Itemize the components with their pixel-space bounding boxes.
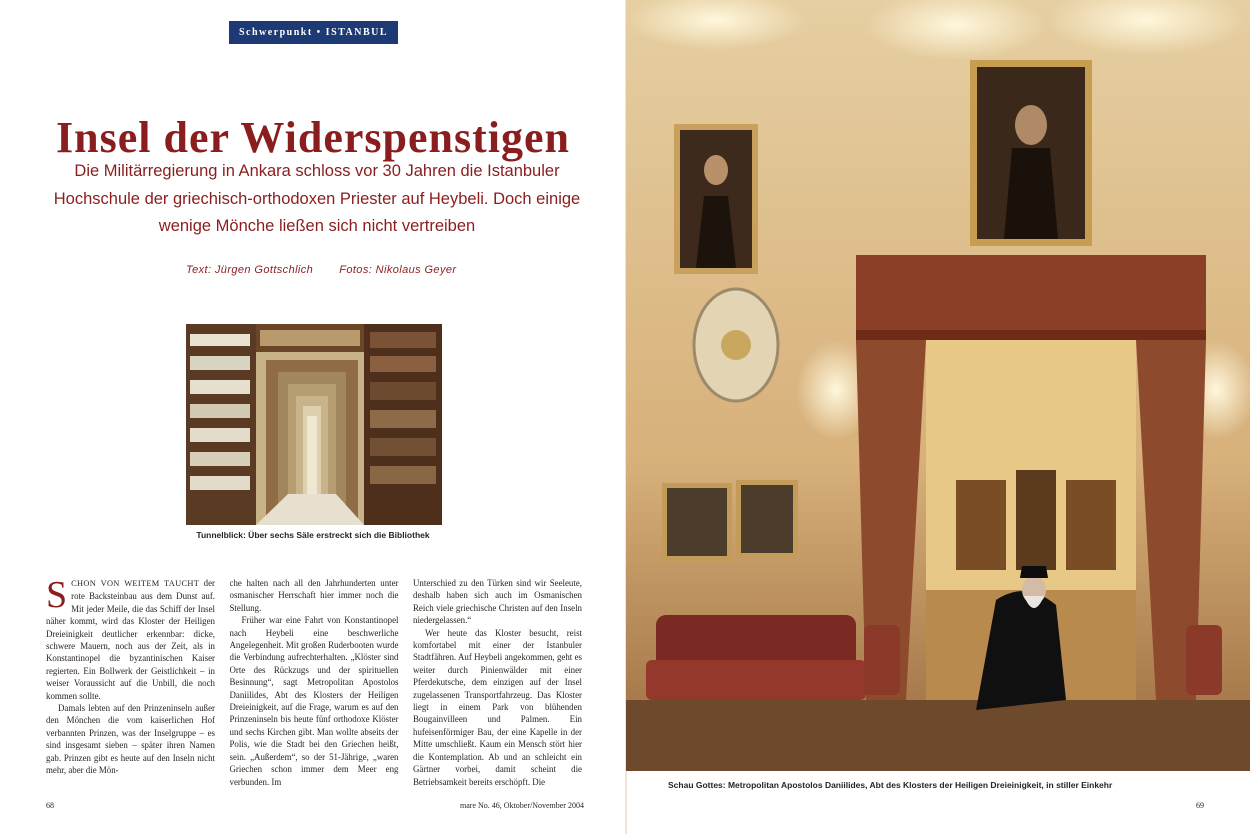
monastery-hall-photo — [626, 0, 1250, 771]
body-paragraph: Wer heute das Kloster besucht, reist komfortabel mit einer der Istanbuler Stadtfähren. Auf Heybeli angekommen, geht es weiter durch Pinienwälder mit einer Pferdekutsche, dem einzigen auf der Insel zugelassenen Transportfahrzeug. Das Kloster liegt in einem Park von blühenden Bougainvilleen und Palmen. Ein hufeisenförmiger Bau, der eine Kapelle in der Mitte umschließt. Kaum ein Mensch stört hier die Kontemplation. Ab und an schleicht ein Gärtner vorbei, damit scheint die Betriebsamkeit bereits erschöpft. Die — [413, 627, 582, 787]
lead-paragraph-text: der rote Backsteinbau aus dem Dunst auf. Mit jeder Meile, die das Schiff der Insel näher kommt, wird das Kloster der Heiligen Dreieinigkeit deutlicher erkennbar: dicke, schwere Mauern, noch aus der Zeit, als in Konstantinopel die byzantinischen Kaiser regierten. Ein Bollwerk der Geistlichkeit – in weiser Voraussicht auf die Unbill, die noch kommen sollte. — [46, 578, 215, 701]
article-deck: Die Militärregierung in Ankara schloss vor 30 Jahren die Istanbuler Hochschule der griechisch-orthodoxen Priester auf Heybeli. Doch einige wenige Mönche ließen sich nicht vertreiben — [53, 162, 581, 235]
credit-photographer: Fotos: Nikolaus Geyer — [339, 264, 457, 276]
body-paragraph: Unterschied zu den Türken sind wir Seeleute, deshalb haben sich auch im Osmanischen Reich viele griechische Christen auf den Inseln niedergelassen.“ — [413, 578, 582, 626]
body-column-3 — [413, 577, 582, 792]
library-photo — [186, 324, 442, 525]
body-paragraph: che halten nach all den Jahrhunderten unter osmanischer Herrschaft hier immer noch die Stellung. — [229, 578, 399, 613]
drop-cap: S — [46, 577, 68, 616]
section-tag: Schwerpunkt • ISTANBUL — [229, 21, 398, 44]
body-column-1 — [46, 577, 215, 792]
library-photo-image — [186, 324, 442, 525]
lead-in-smallcaps: CHON VON WEITEM TAUCHT — [71, 579, 200, 588]
body-column-2 — [230, 577, 399, 792]
monastery-hall-image — [626, 0, 1250, 771]
page-number-right: 69 — [1196, 801, 1204, 810]
magazine-issue-line: mare No. 46, Oktober/November 2004 — [460, 801, 584, 810]
body-paragraph — [46, 577, 215, 702]
credit-text-author: Text: Jürgen Gottschlich — [186, 264, 314, 276]
article-body — [46, 577, 582, 792]
library-photo-caption: Tunnelblick: Über sechs Säle erstreckt sich die Bibliothek — [196, 530, 430, 540]
article-credits — [186, 264, 486, 276]
body-paragraph: Früher war eine Fahrt von Konstantinopel nach Heybeli eine beschwerliche Angelegenheit. Mit großen Ruderbooten wurde die Verbindung aufrechterhalten. „Klöster sind Orte des Rückzugs und der spirituellen Besinnung“, sagt Metropolitan Apostolos Daniilides, Abt des Klosters der Heiligen Dreieinigkeit, auf die Frage, warum es auf den Prinzeninseln bis heute fünf orthodoxe Klöster und sechs Kirchen gibt. Man wollte abseits der Polis, wie die Stadt bei den Griechen heißt, sein. „Außerdem“, so der 51-Jährige, „waren Griechen schon immer dem Meer eng verbunden. Im — [229, 615, 399, 787]
hall-photo-caption: Schau Gottes: Metropolitan Apostolos Daniilides, Abt des Klosters der Heiligen Dreieinigkeit, in stiller Einkehr — [668, 780, 1113, 790]
page-number-left: 68 — [46, 801, 54, 810]
body-paragraph: Damals lebten auf den Prinzeninseln außer den Mönchen die vom kaiserlichen Hof verbannten Prinzen, was der Inselgruppe – es sind insgesamt sieben – später ihren Namen gab. Prinzen gibt es heute auf den Inseln nicht mehr, aber die Mön- — [46, 703, 215, 776]
article-headline: Insel der Widerspenstigen — [56, 113, 570, 162]
